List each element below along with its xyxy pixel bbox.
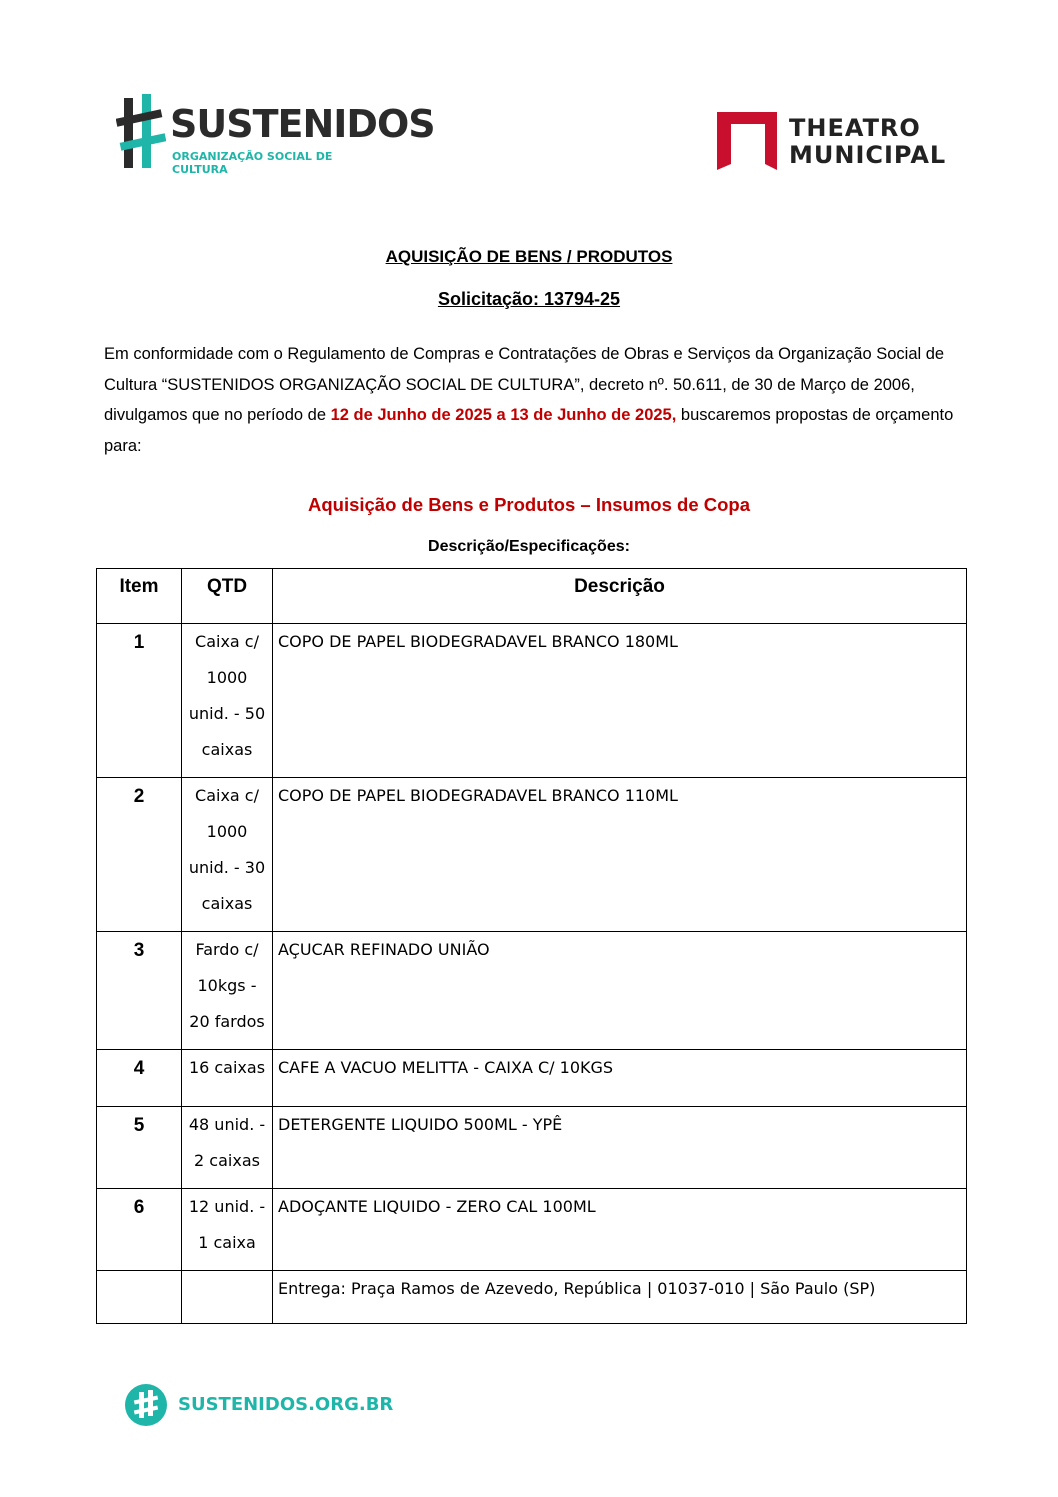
row-qtd: 48 unid. - 2 caixas — [182, 1107, 273, 1189]
solicitation-number: Solicitação: 13794-25 — [437, 289, 621, 309]
row-item: 4 — [97, 1050, 182, 1107]
document-title: AQUISIÇÃO DE BENS / PRODUTOS — [385, 247, 673, 266]
spec-label: Descrição/Especificações: — [428, 538, 630, 555]
theatro-logo-line1: THEATRO — [789, 114, 921, 142]
table-row — [97, 1050, 967, 1107]
intro-paragraph — [104, 339, 964, 461]
header-item: Item — [97, 569, 182, 624]
row-item: 6 — [97, 1189, 182, 1271]
table-row — [97, 1189, 967, 1271]
row-desc: ADOÇANTE LIQUIDO - ZERO CAL 100ML — [273, 1189, 967, 1271]
table-row — [97, 932, 967, 1050]
intro-period: 12 de Junho de 2025 a 13 de Junho de 2025, — [330, 406, 677, 424]
row-qtd: 16 caixas — [182, 1050, 273, 1107]
header-qtd: QTD — [182, 569, 273, 624]
delivery-row — [97, 1271, 967, 1324]
row-qtd: 12 unid. - 1 caixa — [182, 1189, 273, 1271]
table-row — [97, 778, 967, 932]
row-desc: DETERGENTE LIQUIDO 500ML - YPÊ — [273, 1107, 967, 1189]
table-header-row — [97, 569, 967, 624]
sustenidos-logo-name: SUSTENIDOS — [170, 102, 435, 146]
row-qtd: Fardo c/ 10kgs - 20 fardos — [182, 932, 273, 1050]
theatro-municipal-logo — [715, 108, 955, 174]
row-qtd-empty — [182, 1271, 273, 1324]
row-desc: CAFE A VACUO MELITTA - CAIXA C/ 10KGS — [273, 1050, 967, 1107]
footer-site: SUSTENIDOS.ORG.BR — [178, 1394, 394, 1415]
footer-logo — [124, 1383, 394, 1427]
row-item: 5 — [97, 1107, 182, 1189]
intro-text-end: buscaremos propostas de orçamento para: — [104, 406, 954, 455]
header-desc: Descrição — [273, 569, 967, 624]
row-qtd: Caixa c/ 1000 unid. - 30 caixas — [182, 778, 273, 932]
sustenidos-logo — [116, 92, 435, 176]
row-desc: AÇUCAR REFINADO UNIÃO — [273, 932, 967, 1050]
row-item-empty — [97, 1271, 182, 1324]
table-row — [97, 1107, 967, 1189]
delivery-address: Entrega: Praça Ramos de Azevedo, República | 01037-010 | São Paulo (SP) — [273, 1271, 967, 1324]
items-table — [96, 568, 967, 1324]
hash-icon — [116, 94, 166, 172]
row-desc: COPO DE PAPEL BIODEGRADAVEL BRANCO 180ML — [273, 624, 967, 778]
table-row — [97, 624, 967, 778]
theatro-arch-icon — [715, 108, 779, 174]
row-item: 2 — [97, 778, 182, 932]
sustenidos-logo-tagline: ORGANIZAÇÃO SOCIAL DE CULTURA — [172, 150, 333, 176]
row-desc: COPO DE PAPEL BIODEGRADAVEL BRANCO 110ML — [273, 778, 967, 932]
row-qtd: Caixa c/ 1000 unid. - 50 caixas — [182, 624, 273, 778]
hash-circle-icon — [124, 1383, 168, 1427]
intro-text-start: Em conformidade com o Regulamento de Compras e Contratações de Obras e Serviços da Organização Social de Cultura “SUSTENIDOS ORGANIZAÇÃO SOCIAL DE CULTURA”, decreto nº. 50.611, de 30 de Março de 2006, divulgamos que no período de — [104, 345, 945, 424]
subject-heading: Aquisição de Bens e Produtos – Insumos de Copa — [307, 494, 751, 515]
row-item: 1 — [97, 624, 182, 778]
row-item: 3 — [97, 932, 182, 1050]
theatro-logo-line2: MUNICIPAL — [789, 141, 947, 169]
